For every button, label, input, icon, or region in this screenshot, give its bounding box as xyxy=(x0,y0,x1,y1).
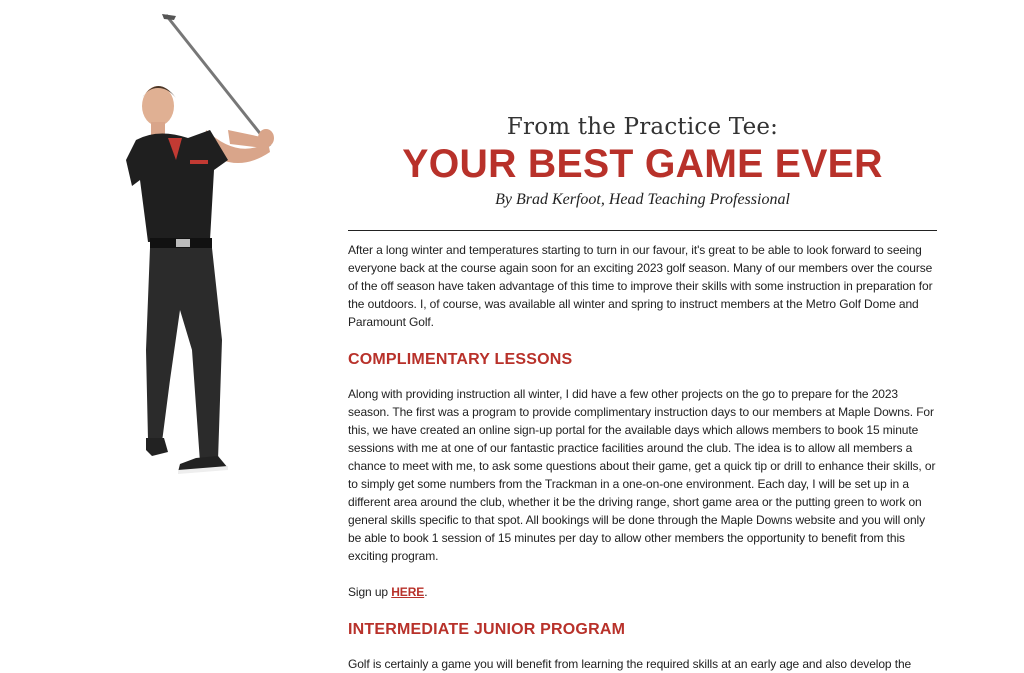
signup-here-link[interactable]: HERE xyxy=(391,585,425,599)
golfer-illustration xyxy=(118,10,288,480)
section-heading-complimentary: COMPLIMENTARY LESSONS xyxy=(348,351,573,368)
article-pre-title: From the Practice Tee: xyxy=(506,114,779,140)
intro-paragraph: After a long winter and temperatures starting to turn in our favour, it's great to be able to look forward to seeing everyone back at the course again soon for an exciting 2023 golf season. Many of our members over the course of the off season have taken advantage of this time to improve their skills with some instruction in preparation for the outdoors. I, of course, was available all winter and spring to instruct members at the Metro Golf Dome and Paramount Golf. xyxy=(348,243,933,329)
signup-suffix: . xyxy=(424,585,428,599)
article-title: YOUR BEST GAME EVER xyxy=(402,142,883,186)
complimentary-paragraph: Along with providing instruction all winter, I did have a few other projects on the go to prepare for the 2023 season. The first was a program to provide complimentary instruction days to our members at Maple Downs. For this, we have created an online sign-up portal for the available days which allows members to book 15 minute sessions with me at one of our fantastic practice facilities around the club. The idea is to allow all members a chance to meet with me, to ask some questions about their game, get a quick tip or drill to enhance their skills, or to simply get some numbers from the Trackman in a one-on-one environment. Each day, I will be set up in a different area around the club, whether it be the driving range, short game area or the putting green to work on general skills specific to that spot. All bookings will be done through the Maple Downs website and you will only be able to book 1 session of 15 minutes per day to allow other members the opportunity to benefit from this exciting program. xyxy=(348,387,936,563)
junior-paragraph: Golf is certainly a game you will benefit from learning the required skills at an early age and also develop the xyxy=(348,657,912,671)
title-divider xyxy=(348,230,937,231)
section-heading-junior: INTERMEDIATE JUNIOR PROGRAM xyxy=(348,621,626,638)
signup-line xyxy=(348,583,937,601)
signup-prefix: Sign up xyxy=(348,585,392,599)
article-content xyxy=(348,110,937,673)
golfer-photo xyxy=(118,10,288,480)
article-byline: By Brad Kerfoot, Head Teaching Professional xyxy=(495,191,790,208)
